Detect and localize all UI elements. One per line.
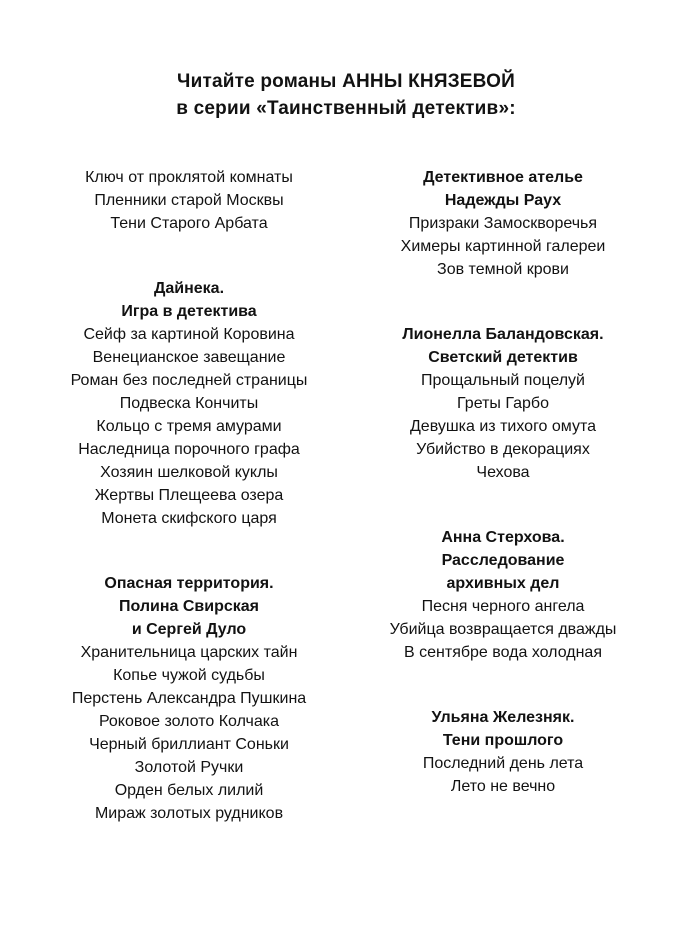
left-column [39,166,339,867]
book-title-line: Ключ от проклятой комнаты [85,169,293,186]
series-header-line: Расследование [441,552,565,569]
series-header-line: Опасная территория. [104,575,274,592]
book-title-line: Роман без последней страницы [70,372,308,389]
book-title-line: Жертвы Плещеева озера [94,487,284,504]
book-title-line: Убийца возвращается дважды [389,621,617,638]
book-title-line: Орден белых лилий [114,782,264,799]
book-series-group [353,706,653,798]
book-title-line: Последний день лета [422,755,584,772]
series-header-line: архивных дел [446,575,560,592]
series-header-line: Надежды Раух [444,192,562,209]
series-header-line: Светский детектив [428,349,578,366]
book-title-line: Тени Старого Арбата [110,215,268,232]
book-title-line: Кольцо с тремя амурами [96,418,282,435]
book-title-line: Хозяин шелковой куклы [100,464,278,481]
book-title-line: Черный бриллиант Соньки [89,736,289,753]
series-header-line: Полина Свирская [118,598,260,615]
book-title-line: Греты Гарбо [457,395,549,412]
book-columns [0,166,692,867]
book-series-group [39,572,339,825]
book-title-line: Мираж золотых рудников [94,805,284,822]
series-header-line: Анна Стерхова. [441,529,565,546]
series-header-line: Дайнека. [153,280,225,297]
book-title-line: Девушка из тихого омута [409,418,597,435]
book-series-group [39,166,339,235]
book-title-line: Зов темной крови [437,261,569,278]
series-header-line: Лионелла Баландовская. [402,326,604,343]
book-title-line: Подвеска Кончиты [119,395,259,412]
book-series-group [353,526,653,664]
page-title-line2: в серии «Таинственный детектив»: [176,98,516,119]
book-title-line: Лето не вечно [450,778,556,795]
book-title-line: Венецианское завещание [92,349,286,366]
book-title-line: Хранительница царских тайн [80,644,298,661]
book-title-line: Прощальный поцелуй [421,372,585,389]
page-title-line1: Читайте романы АННЫ КНЯЗЕВОЙ [177,71,515,92]
series-header-line: Ульяна Железняк. [431,709,575,726]
series-header-line: Тени прошлого [442,732,564,749]
book-series-group [39,277,339,530]
series-header-line: и Сергей Дуло [131,621,247,638]
series-header-line: Детективное ателье [423,169,583,186]
series-header-line: Игра в детектива [121,303,257,320]
book-title-line: Пленники старой Москвы [94,192,284,209]
book-title-line: Призраки Замоскворечья [408,215,598,232]
book-title-line: Наследница порочного графа [78,441,300,458]
book-title-line: Убийство в декорациях [416,441,590,458]
book-title-line: Песня черного ангела [421,598,585,615]
book-title-line: В сентябре вода холодная [404,644,602,661]
book-title-line: Химеры картинной галереи [400,238,606,255]
book-title-line: Сейф за картиной Коровина [83,326,295,343]
page-title [0,68,692,122]
book-series-group [353,166,653,281]
book-title-line: Копье чужой судьбы [113,667,265,684]
book-series-group [353,323,653,484]
book-title-line: Золотой Ручки [134,759,244,776]
book-title-line: Чехова [476,464,530,481]
book-title-line: Монета скифского царя [101,510,277,527]
book-title-line: Перстень Александра Пушкина [71,690,307,707]
right-column [353,166,653,840]
book-title-line: Роковое золото Колчака [98,713,280,730]
